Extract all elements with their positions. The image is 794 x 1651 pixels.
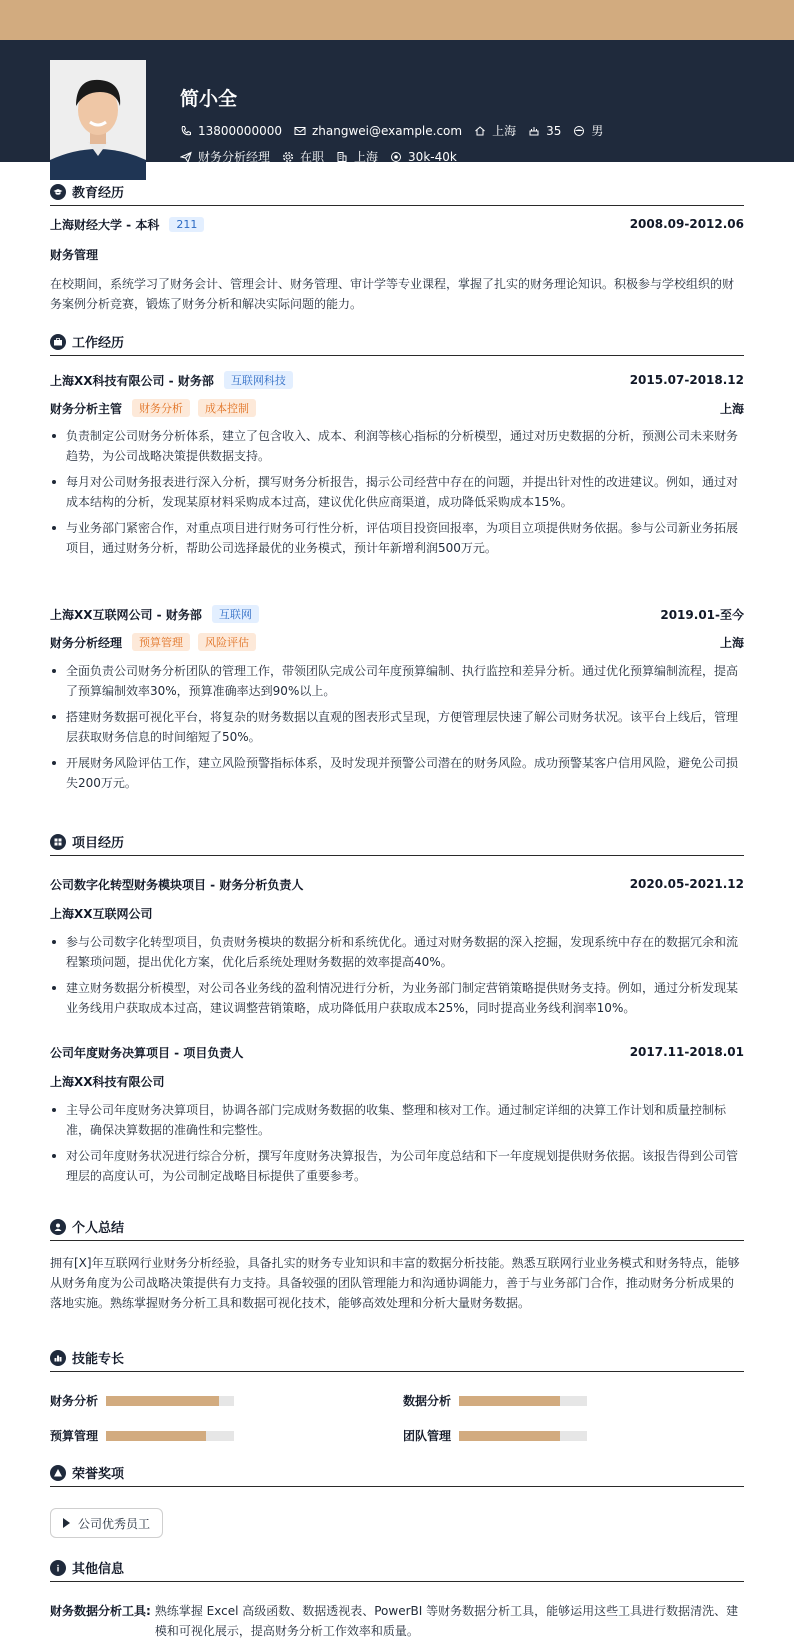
project-2-header: [50, 1042, 744, 1062]
skill-bar-fill: [106, 1431, 206, 1441]
phone-icon: [180, 125, 192, 137]
work-2-tag-1: 预算管理: [132, 633, 190, 651]
skills-section-title: 技能专长: [50, 1344, 744, 1372]
project-2-company: 上海XX科技有限公司: [50, 1074, 165, 1089]
skill-bar: [106, 1396, 234, 1406]
info-icon: [50, 1560, 66, 1576]
other-section-title: 其他信息: [50, 1554, 744, 1582]
email-item: [294, 124, 462, 138]
work-section-title: 工作经历: [50, 328, 744, 356]
project-1-title: 公司数字化转型财务模块项目 - 财务分析负责人: [50, 877, 304, 892]
contact-info-row: [180, 122, 615, 139]
awards-section-title: 荣誉奖项: [50, 1459, 744, 1487]
gender-text: 男: [591, 124, 604, 138]
gear-icon: [282, 151, 294, 163]
grid-icon: [50, 834, 66, 850]
education-section-title: 教育经历: [50, 178, 744, 206]
education-header-row: [50, 214, 744, 234]
work-1-header: [50, 370, 744, 390]
project-2-company-row: [50, 1071, 744, 1091]
work-2-header: [50, 604, 744, 624]
work-2-role: 财务分析经理: [50, 635, 123, 650]
award-label: 公司优秀员工: [78, 1516, 151, 1531]
project-1-company-row: [50, 903, 744, 923]
status-text: 在职: [300, 150, 325, 164]
home-icon: [474, 125, 486, 137]
project-1-period: 2020.05-2021.12: [629, 877, 744, 891]
skill-name: 财务分析: [50, 1394, 99, 1408]
summary-section-title: 个人总结: [50, 1213, 744, 1241]
skill-item: [50, 1427, 234, 1444]
work-2-period: 2019.01-至今: [660, 607, 744, 622]
age-item: [528, 124, 561, 138]
work-2-company: 上海XX互联网公司 - 财务部: [50, 607, 202, 622]
skill-name: 数据分析: [403, 1394, 452, 1408]
candidate-name: 简小全: [180, 88, 238, 110]
phone-text: 13800000000: [198, 123, 282, 138]
resume-header: [0, 40, 794, 162]
award-icon: [50, 1465, 66, 1481]
work-2-tag-2: 风险评估: [198, 633, 256, 651]
list-item: 参与公司数字化转型项目，负责财务模块的数据分析和系统优化。通过对财务数据的深入挖掘，发现系统中存在的数据冗余和流程繁琐问题，提出优化方案，优化后系统处理财务数据的效率提高40%。: [50, 932, 744, 972]
project-1-bullets: [50, 932, 744, 1024]
award-item: [50, 1508, 163, 1538]
other-info-row: [50, 1601, 744, 1641]
salary-item: [390, 150, 457, 164]
bar-chart-icon: [50, 1350, 66, 1366]
work-1-company: 上海XX科技有限公司 - 财务部: [50, 373, 214, 388]
work-2-role-row: [50, 632, 744, 652]
send-icon: [180, 151, 192, 163]
job-title-item: [180, 148, 270, 165]
coin-icon: [390, 151, 402, 163]
top-accent-band: [0, 0, 794, 40]
list-item: 建立财务数据分析模型，对公司各业务线的盈利情况进行分析，为业务部门制定营销策略提供财务支持。例如，通过分析发现某业务线用户获取成本过高，建议调整营销策略，成功降低用户获取成本25%，同时提高业务线利润率10%。: [50, 978, 744, 1018]
cake-icon: [528, 125, 540, 137]
list-item: 每月对公司财务报表进行深入分析，撰写财务分析报告，揭示公司经营中存在的问题，并提出针对性的改进建议。例如，通过对成本结构的分析，发现某原材料采购成本过高，建议优化供应商渠道，成功降低采购成本15%。: [50, 472, 744, 512]
other-info-label: 财务数据分析工具:: [50, 1604, 151, 1618]
list-item: 搭建财务数据可视化平台，将复杂的财务数据以直观的图表形式呈现，方便管理层快速了解公司财务状况。该平台上线后，管理层获取财务信息的时间缩短了50%。: [50, 707, 744, 747]
skill-name: 团队管理: [403, 1429, 452, 1443]
target-city-text: 上海: [354, 150, 379, 164]
job-title-text: 财务分析经理: [198, 150, 271, 164]
work-2-bullets: [50, 661, 744, 799]
work-1-period: 2015.07-2018.12: [629, 373, 744, 387]
summary-text: 拥有[X]年互联网行业财务分析经验，具备扎实的财务专业知识和丰富的数据分析技能。熟悉互联网行业业务模式和财务特点，能够从财务角度为公司战略决策提供有力支持。具备较强的团队管理能力和沟通协调能力，善于与业务部门合作，推动财务分析成果的落地实施。熟练掌握财务分析工具和数据可视化技术，能够高效处理和分析大量财务数据。: [50, 1256, 740, 1310]
skill-item: [403, 1392, 587, 1409]
work-1-tag-1: 财务分析: [132, 399, 190, 417]
status-item: [282, 148, 324, 165]
list-item: 主导公司年度财务决算项目，协调各部门完成财务数据的收集、整理和核对工作。通过制定详细的决算工作计划和质量控制标准，确保决算数据的准确性和完整性。: [50, 1100, 744, 1140]
work-1-tag-2: 成本控制: [198, 399, 256, 417]
other-info-value: 熟练掌握 Excel 高级函数、数据透视表、PowerBI 等财务数据分析工具，能够运用这些工具进行数据清洗、建模和可视化展示，提高财务分析工作效率和质量。: [154, 1604, 739, 1638]
project-2-period: 2017.11-2018.01: [629, 1045, 744, 1059]
user-icon: [50, 1219, 66, 1235]
list-item: 对公司年度财务状况进行综合分析，撰写年度财务决算报告，为公司年度总结和下一年度规划提供财务依据。该报告得到公司管理层的高度认可，为公司制定战略目标提供了重要参考。: [50, 1146, 744, 1186]
gender-icon: [573, 125, 585, 137]
skill-name: 预算管理: [50, 1429, 99, 1443]
skill-bar-fill: [459, 1396, 560, 1406]
skill-item: [50, 1392, 234, 1409]
play-icon: [63, 1518, 70, 1528]
skill-bar-fill: [459, 1431, 560, 1441]
work-1-bullets: [50, 426, 744, 564]
education-description: 在校期间，系统学习了财务会计、管理会计、财务管理、审计学等专业课程，掌握了扎实的财务理论知识。积极参与学校组织的财务案例分析竞赛，锻炼了财务分析和解决实际问题的能力。: [50, 277, 735, 311]
project-2-bullets: [50, 1100, 744, 1192]
work-2-city: 上海: [719, 635, 744, 650]
project-1-company: 上海XX互联网公司: [50, 906, 153, 921]
projects-section-title: 项目经历: [50, 828, 744, 856]
skill-bar: [459, 1431, 587, 1441]
location-text: 上海: [492, 124, 517, 138]
graduation-cap-icon: [50, 184, 66, 200]
school-name: 上海财经大学 - 本科: [50, 217, 160, 232]
skill-bar: [106, 1431, 234, 1441]
list-item: 与业务部门紧密合作，对重点项目进行财务可行性分析，评估项目投资回报率，为项目立项提供财务依据。参与公司新业务拓展项目，通过财务分析，帮助公司选择最优的业务模式，预计年新增利润500万元。: [50, 518, 744, 558]
work-1-industry-tag: 互联网科技: [224, 371, 293, 389]
list-item: 全面负责公司财务分析团队的管理工作，带领团队完成公司年度预算编制、执行监控和差异分析。通过优化预算编制流程，提高了预算编制效率30%，预算准确率达到90%以上。: [50, 661, 744, 701]
work-1-role-row: [50, 398, 744, 418]
job-info-row: [180, 148, 469, 165]
education-period: 2008.09-2012.06: [629, 217, 744, 231]
major-row: [50, 244, 744, 264]
location-item: [474, 122, 516, 139]
age-text: 35: [546, 123, 562, 138]
skill-bar-fill: [106, 1396, 219, 1406]
salary-text: 30k-40k: [408, 149, 457, 164]
skill-item: [403, 1427, 587, 1444]
work-2-industry-tag: 互联网: [212, 605, 259, 623]
work-1-city: 上海: [719, 401, 744, 416]
school-tag: 211: [169, 217, 204, 232]
skill-bar: [459, 1396, 587, 1406]
gender-item: [573, 122, 603, 139]
email-text: zhangwei@example.com: [311, 123, 463, 138]
target-city-item: [336, 148, 378, 165]
list-item: 负责制定公司财务分析体系，建立了包含收入、成本、利润等核心指标的分析模型，通过对历史数据的分析，预测公司未来财务趋势，为公司战略决策提供数据支持。: [50, 426, 744, 466]
project-2-title: 公司年度财务决算项目 - 项目负责人: [50, 1045, 244, 1060]
avatar-photo: [50, 60, 146, 180]
project-1-header: [50, 874, 744, 894]
building-icon: [336, 151, 348, 163]
list-item: 开展财务风险评估工作，建立风险预警指标体系，及时发现并预警公司潜在的财务风险。成功预警某客户信用风险，避免公司损失200万元。: [50, 753, 744, 793]
major-name: 财务管理: [50, 247, 99, 262]
mail-icon: [294, 125, 306, 137]
briefcase-icon: [50, 334, 66, 350]
work-1-role: 财务分析主管: [50, 401, 123, 416]
phone-item: [180, 124, 282, 138]
